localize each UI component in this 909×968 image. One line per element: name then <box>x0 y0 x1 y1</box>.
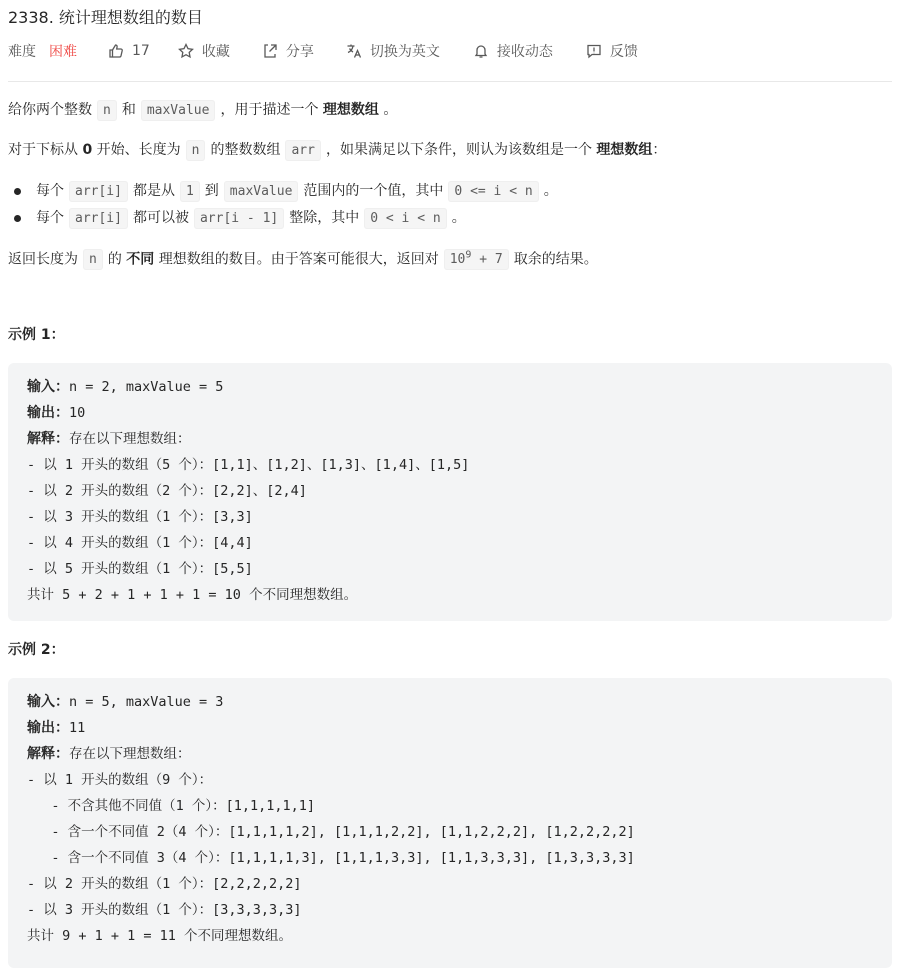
example-input: 输入：n = 2, maxValue = 5 <box>27 379 224 395</box>
example-line: - 以 1 开头的数组（5 个）：[1,1]、[1,2]、[1,3]、[1,4]、[1,5] <box>27 457 470 473</box>
example-output: 输出：10 <box>27 405 86 421</box>
example-line: - 不含其他不同值（1 个）：[1,1,1,1,1] <box>27 798 316 814</box>
inline-code: maxValue <box>224 181 299 202</box>
example-line: - 以 5 开头的数组（1 个）：[5,5] <box>27 561 253 577</box>
switch-language-button[interactable] <box>346 41 440 61</box>
feedback-button[interactable] <box>586 41 638 61</box>
bold-term: 0 <box>82 142 93 158</box>
bold-term: 理想数组 <box>322 102 379 118</box>
example-1-title: 示例 1： <box>8 327 65 343</box>
inline-code: arr[i] <box>69 181 128 202</box>
example-line: - 以 3 开头的数组（1 个）：[3,3,3,3,3] <box>27 902 302 918</box>
example-line: - 含一个不同值 3（4 个）：[1,1,1,1,3], [1,1,1,3,3], [1,1,3,3,3], [1,3,3,3,3] <box>27 850 635 866</box>
difficulty-badge: 困难 <box>49 44 77 60</box>
header-divider <box>8 81 892 82</box>
feedback-icon <box>586 43 602 59</box>
thumbs-up-icon <box>108 43 124 59</box>
example-line: - 以 2 开头的数组（2 个）：[2,2]、[2,4] <box>27 483 307 499</box>
example-line: - 以 1 开头的数组（9 个）： <box>27 772 213 788</box>
inline-code: 0 < i < n <box>364 208 446 229</box>
like-count: 17 <box>132 43 150 59</box>
inline-code: 0 <= i < n <box>448 181 538 202</box>
example-line: 共计 5 + 2 + 1 + 1 + 1 = 10 个不同理想数组。 <box>27 587 358 603</box>
bold-term: 不同 <box>126 251 155 268</box>
feedback-label: 反馈 <box>609 44 638 60</box>
example-line: 共计 9 + 1 + 1 = 11 个不同理想数组。 <box>27 928 293 944</box>
example-explanation: 解释：存在以下理想数组： <box>27 431 191 447</box>
bold-term: 理想数组 <box>596 142 653 158</box>
problem-meta-bar <box>8 39 638 63</box>
share-icon <box>262 43 278 59</box>
example-input: 输入：n = 5, maxValue = 3 <box>27 694 224 710</box>
problem-title: 2338. 统计理想数组的数目 <box>8 8 203 27</box>
inline-code: arr[i - 1] <box>194 208 284 229</box>
example-2-block <box>8 678 892 968</box>
share-label: 分享 <box>285 44 314 60</box>
example-1-block <box>8 363 892 621</box>
favorite-label: 收藏 <box>201 44 230 60</box>
example-line: - 以 2 开头的数组（1 个）：[2,2,2,2,2] <box>27 876 302 892</box>
inline-code: maxValue <box>141 100 216 121</box>
bell-icon <box>473 43 489 59</box>
example-2-title: 示例 2： <box>8 642 65 658</box>
switch-language-label: 切换为英文 <box>369 44 440 60</box>
description-paragraph-3: 返回长度为 n 的 不同 理想数组的数目。由于答案可能很大，返回对 $10^9 + 7$ 取余的结果。 <box>8 242 598 274</box>
favorite-button[interactable] <box>178 41 230 61</box>
example-line: - 以 4 开头的数组（1 个）：[4,4] <box>27 535 253 551</box>
example-output: 输出：11 <box>27 720 86 736</box>
inline-code: n <box>97 100 117 121</box>
share-button[interactable] <box>262 41 314 61</box>
like-button[interactable] <box>108 43 150 59</box>
list-item: 每个 arr[i] 都是从 1 到 maxValue 范围内的一个值，其中 0 <= i < n 。 <box>36 178 558 205</box>
inline-code-modulus: $10^9 + 7$ <box>444 249 509 270</box>
inline-code: arr <box>285 140 320 161</box>
translate-icon <box>346 43 362 59</box>
inline-code: arr[i] <box>69 208 128 229</box>
inline-code: 1 <box>180 181 200 202</box>
example-line: - 以 3 开头的数组（1 个）：[3,3] <box>27 509 253 525</box>
subscribe-label: 接收动态 <box>496 44 553 60</box>
list-item: 每个 arr[i] 都可以被 arr[i - 1] 整除，其中 0 < i < n 。 <box>36 205 558 232</box>
example-line: - 含一个不同值 2（4 个）：[1,1,1,1,2], [1,1,1,2,2], [1,1,2,2,2], [1,2,2,2,2] <box>27 824 635 840</box>
subscribe-button[interactable] <box>473 41 553 61</box>
example-explanation: 解释：存在以下理想数组： <box>27 746 191 762</box>
inline-code: n <box>186 140 206 161</box>
difficulty-label: 难度 <box>8 44 36 60</box>
star-icon <box>178 43 194 59</box>
description-paragraph-1: 给你两个整数 n 和 maxValue ，用于描述一个 理想数组 。 <box>8 96 397 125</box>
conditions-list <box>36 178 558 232</box>
description-paragraph-2: 对于下标从 0 开始、长度为 n 的整数数组 arr ，如果满足以下条件，则认为该数组是一个 理想数组： <box>8 136 666 165</box>
inline-code: n <box>83 249 103 270</box>
